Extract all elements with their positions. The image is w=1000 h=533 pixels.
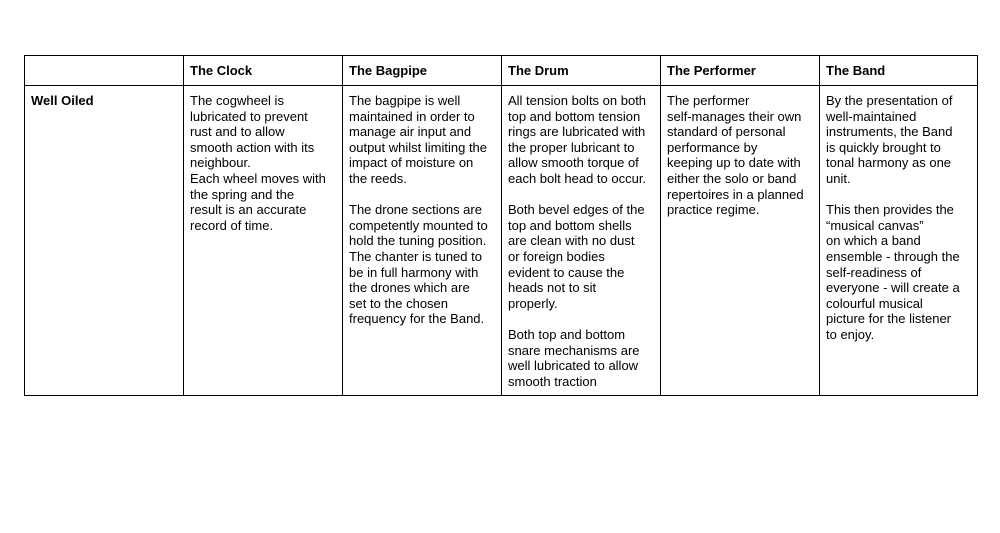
cell-text-line: By the presentation of [826, 93, 953, 108]
cell-text-line: to enjoy. [826, 326, 875, 342]
cell-text-line: heads not to sit [508, 280, 597, 296]
cell-text-line: competently mounted to [349, 217, 488, 233]
cell-text-line: rust and to allow [190, 124, 285, 140]
cell-text-line: well lubricated to allow [508, 358, 639, 374]
cell-text-line: smooth traction [508, 373, 597, 389]
cell-text-line: on which a band [826, 233, 921, 249]
cell-text-line: The chanter is tuned to [349, 248, 482, 264]
cell-text-line: standard of personal [667, 124, 786, 140]
header-the-performer: The Performer [661, 56, 820, 86]
cell-text-line: picture for the listener [826, 311, 952, 327]
cell-paragraph [508, 93, 654, 187]
cell-text-line: practice regime. [667, 202, 760, 218]
cell-text-line: manage air input and [349, 124, 472, 140]
cell-text-line: top and bottom shells [508, 217, 632, 233]
cell-text-line: “musical canvas” [826, 217, 924, 233]
cell-text-line: instruments, the Band [826, 124, 953, 140]
header-the-band: The Band [820, 56, 978, 86]
cell-text-line: result is an accurate [190, 202, 307, 218]
cell-paragraph [349, 202, 495, 327]
corner-cell [25, 56, 184, 86]
cell-text-line: The cogwheel is [190, 93, 284, 108]
cell-text-line: the drones which are [349, 280, 470, 296]
cell-text-line: neighbour. [190, 155, 251, 171]
cell-text-line: be in full harmony with [349, 264, 479, 280]
cell-drum [502, 86, 661, 396]
cell-text-line: output whilst limiting the [349, 139, 488, 155]
cell-text-line: keeping up to date with [667, 155, 801, 171]
header-the-clock: The Clock [184, 56, 343, 86]
cell-text-line: is quickly brought to [826, 139, 941, 155]
cell-text-line: frequency for the Band. [349, 311, 485, 327]
cell-text-line: smooth action with its [190, 139, 315, 155]
cell-text-line: well-maintained [826, 108, 917, 124]
cell-text-line: self-readiness of [826, 264, 922, 280]
cell-text-line: everyone - will create a [826, 280, 960, 296]
cell-paragraph [508, 202, 654, 311]
cell-text-line: hold the tuning position. [349, 233, 487, 249]
cell-paragraph [190, 93, 336, 233]
cell-text-line: record of time. [190, 217, 274, 233]
cell-text-line: impact of moisture on [349, 155, 474, 171]
cell-text-line: the proper lubricant to [508, 139, 635, 155]
cell-performer [661, 86, 820, 396]
cell-text-line: tonal harmony as one [826, 155, 952, 171]
comparison-table [24, 55, 978, 396]
header-the-drum: The Drum [502, 56, 661, 86]
cell-text-line: The drone sections are [349, 202, 482, 218]
cell-band [820, 86, 978, 396]
cell-text-line: This then provides the [826, 202, 954, 218]
cell-text-line: self-manages their own [667, 108, 802, 124]
table-row-well-oiled [25, 86, 978, 396]
header-the-bagpipe: The Bagpipe [343, 56, 502, 86]
cell-text-line: snare mechanisms are [508, 342, 640, 358]
cell-text-line: The performer [667, 93, 750, 108]
cell-clock [184, 86, 343, 396]
cell-text-line: evident to cause the [508, 264, 625, 280]
cell-text-line: colourful musical [826, 295, 923, 311]
cell-text-line: ensemble - through the [826, 248, 960, 264]
cell-text-line: the spring and the [190, 186, 295, 202]
cell-text-line: top and bottom tension [508, 108, 641, 124]
cell-text-line: Both bevel edges of the [508, 202, 645, 218]
cell-paragraph [508, 327, 654, 389]
cell-text-line: or foreign bodies [508, 248, 605, 264]
cell-text-line: unit. [826, 170, 851, 186]
cell-text-line: rings are lubricated with [508, 124, 646, 140]
cell-text-line: repertoires in a planned [667, 186, 804, 202]
cell-text-line: set to the chosen [349, 295, 449, 311]
cell-text-line: performance by [667, 139, 758, 155]
table-header-row [25, 56, 978, 86]
cell-text-line: each bolt head to occur. [508, 170, 647, 186]
cell-text-line: the reeds. [349, 170, 407, 186]
cell-text-line: lubricated to prevent [190, 108, 308, 124]
cell-text-line: The bagpipe is well [349, 93, 461, 108]
cell-paragraph [667, 93, 813, 218]
row-label-well-oiled: Well Oiled [25, 86, 184, 396]
cell-paragraph [826, 93, 971, 187]
cell-paragraph [349, 93, 495, 187]
cell-paragraph [826, 202, 971, 342]
cell-text-line: Each wheel moves with [190, 170, 326, 186]
cell-text-line: Both top and bottom [508, 326, 626, 342]
cell-bagpipe [343, 86, 502, 396]
cell-text-line: All tension bolts on both [508, 93, 647, 108]
cell-text-line: allow smooth torque of [508, 155, 639, 171]
cell-text-line: are clean with no dust [508, 233, 635, 249]
cell-text-line: properly. [508, 295, 558, 311]
cell-text-line: maintained in order to [349, 108, 475, 124]
cell-text-line: either the solo or band [667, 170, 797, 186]
